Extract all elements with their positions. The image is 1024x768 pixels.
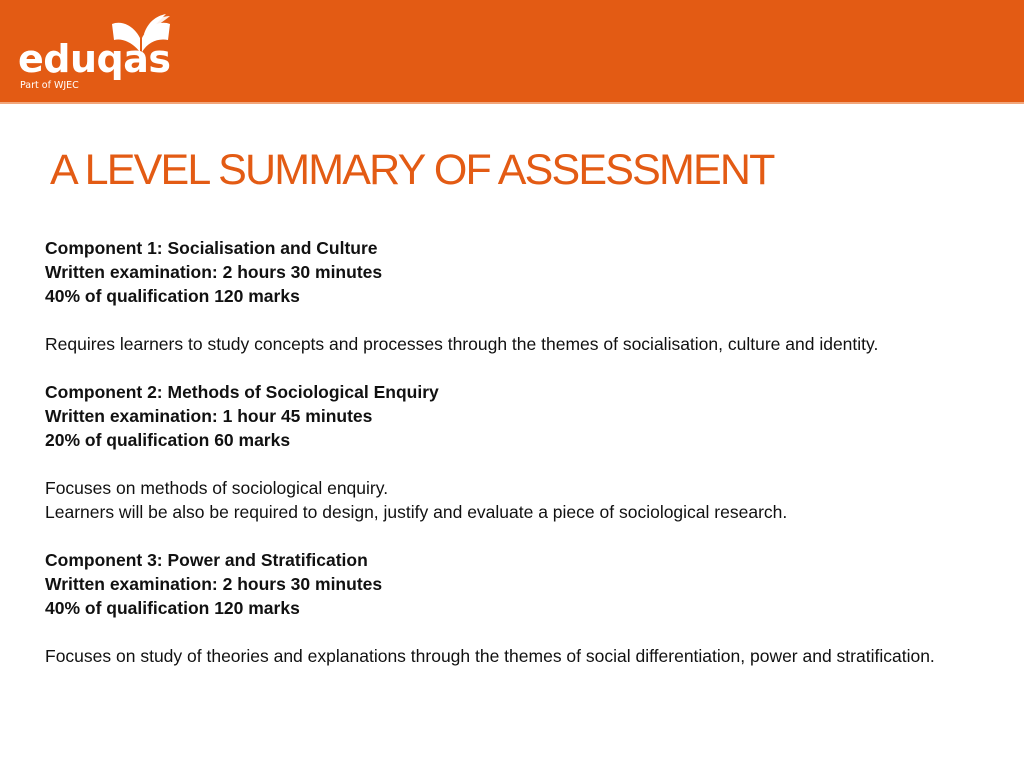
logo-wordmark: eduqas: [18, 37, 171, 81]
component-3-block: [45, 548, 1005, 668]
logo-subtitle: Part of WJEC: [20, 80, 79, 91]
component-3-description: Focuses on study of theories and explanations through the themes of social differentiation, power and stratification.: [45, 646, 935, 666]
slide-content: [45, 236, 1005, 668]
slide-title: A LEVEL SUMMARY OF ASSESSMENT: [50, 146, 774, 194]
eduqas-logo: [18, 12, 171, 92]
component-3-exam: Written examination: 2 hours 30 minutes: [45, 574, 383, 594]
component-1-weight: 40% of qualification 120 marks: [45, 286, 300, 306]
component-2-description-line-1: Focuses on methods of sociological enquiry.: [45, 478, 389, 498]
component-3-weight: 40% of qualification 120 marks: [45, 598, 300, 618]
component-2-weight: 20% of qualification 60 marks: [45, 430, 291, 450]
component-2-block: [45, 380, 1005, 524]
header-band: [0, 0, 1024, 104]
component-2-description-line-2: Learners will be also be required to design, justify and evaluate a piece of sociological research.: [45, 502, 788, 522]
component-1-block: [45, 236, 1005, 356]
component-2-heading: Component 2: Methods of Sociological Enquiry: [45, 382, 439, 402]
component-3-heading: Component 3: Power and Stratification: [45, 550, 368, 570]
component-1-description: Requires learners to study concepts and processes through the themes of socialisation, culture and identity.: [45, 334, 879, 354]
component-2-exam: Written examination: 1 hour 45 minutes: [45, 406, 373, 426]
component-1-heading: Component 1: Socialisation and Culture: [45, 238, 378, 258]
component-1-exam: Written examination: 2 hours 30 minutes: [45, 262, 383, 282]
